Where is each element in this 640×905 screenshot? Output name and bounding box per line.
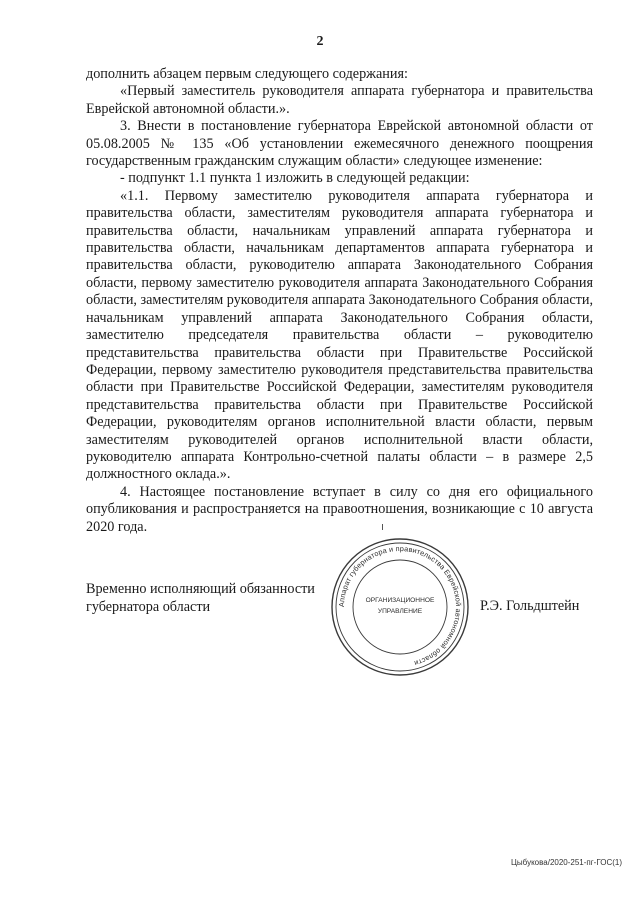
paragraph-quote-first-deputy: «Первый заместитель руководителя аппарата губернатора и правительства Еврейской автономной области.».: [86, 83, 593, 117]
signatory-position: [86, 581, 315, 616]
stamp-center-line2: УПРАВЛЕНИЕ: [377, 608, 423, 615]
organization-stamp: [329, 536, 471, 678]
page-number: 2: [316, 34, 324, 49]
stamp-center-line1: ОРГАНИЗАЦИОННОЕ: [365, 597, 435, 604]
footer-code: Цыбукова/2020-251-пг-ГОС(1): [511, 858, 622, 867]
signatory-position-line1: Временно исполняющий обязанности: [86, 581, 315, 597]
paragraph-item-4: 4. Настоящее постановление вступает в силу со дня его официального опубликования и распространяется на правоотношения, возникающие с 10 августа 2020 года.: [86, 483, 593, 535]
paragraph-item-3: 3. Внести в постановление губернатора Еврейской автономной области от 05.08.2005 № 135 «Об установлении ежемесячного денежного поощрения государственным гражданским служащим области» следующее изменение:: [86, 118, 593, 170]
document-body: [86, 66, 593, 536]
signatory-position-line2: губернатора области: [86, 598, 211, 615]
paragraph-new-edition: «1.1. Первому заместителю руководителя аппарата губернатора и правительства области, заместителям руководителя аппарата губернатора и правительства области, начальникам управлений аппарата губернатора и правительства области, начальникам департаментов аппарата губернатора и правительства области, руководителю аппарата Законодательного Собрания области, первому заместителю руководителя аппарата Законодательного Собрания области, заместителям руководителя аппарата Законодательного Собрания области, начальникам управлений аппарата Законодательного Собрания области, заместителю председателя правительства области – руководителю представительства правительства области при Правительстве Российской Федерации, первому заместителю руководителя представительства правительства области при Правительстве Российской Федерации, заместителям руководителя представительства правительства области при Правительстве Российской Федерации, руководителям органов исполнительной власти области, первым заместителям руководителей органов исполнительной власти области, руководителю аппарата Контрольно-счетной палаты области – в размере 2,5 должностного оклада.».: [86, 187, 593, 483]
paragraph-intro: дополнить абзацем первым следующего содержания:: [86, 66, 408, 82]
paragraph-subitem: - подпункт 1.1 пункта 1 изложить в следующей редакции:: [120, 170, 470, 187]
signatory-name: Р.Э. Гольдштейн: [480, 598, 580, 614]
stamp-ring-text: Аппарат губернатора и правительства Еврейской автономной области: [336, 543, 464, 669]
